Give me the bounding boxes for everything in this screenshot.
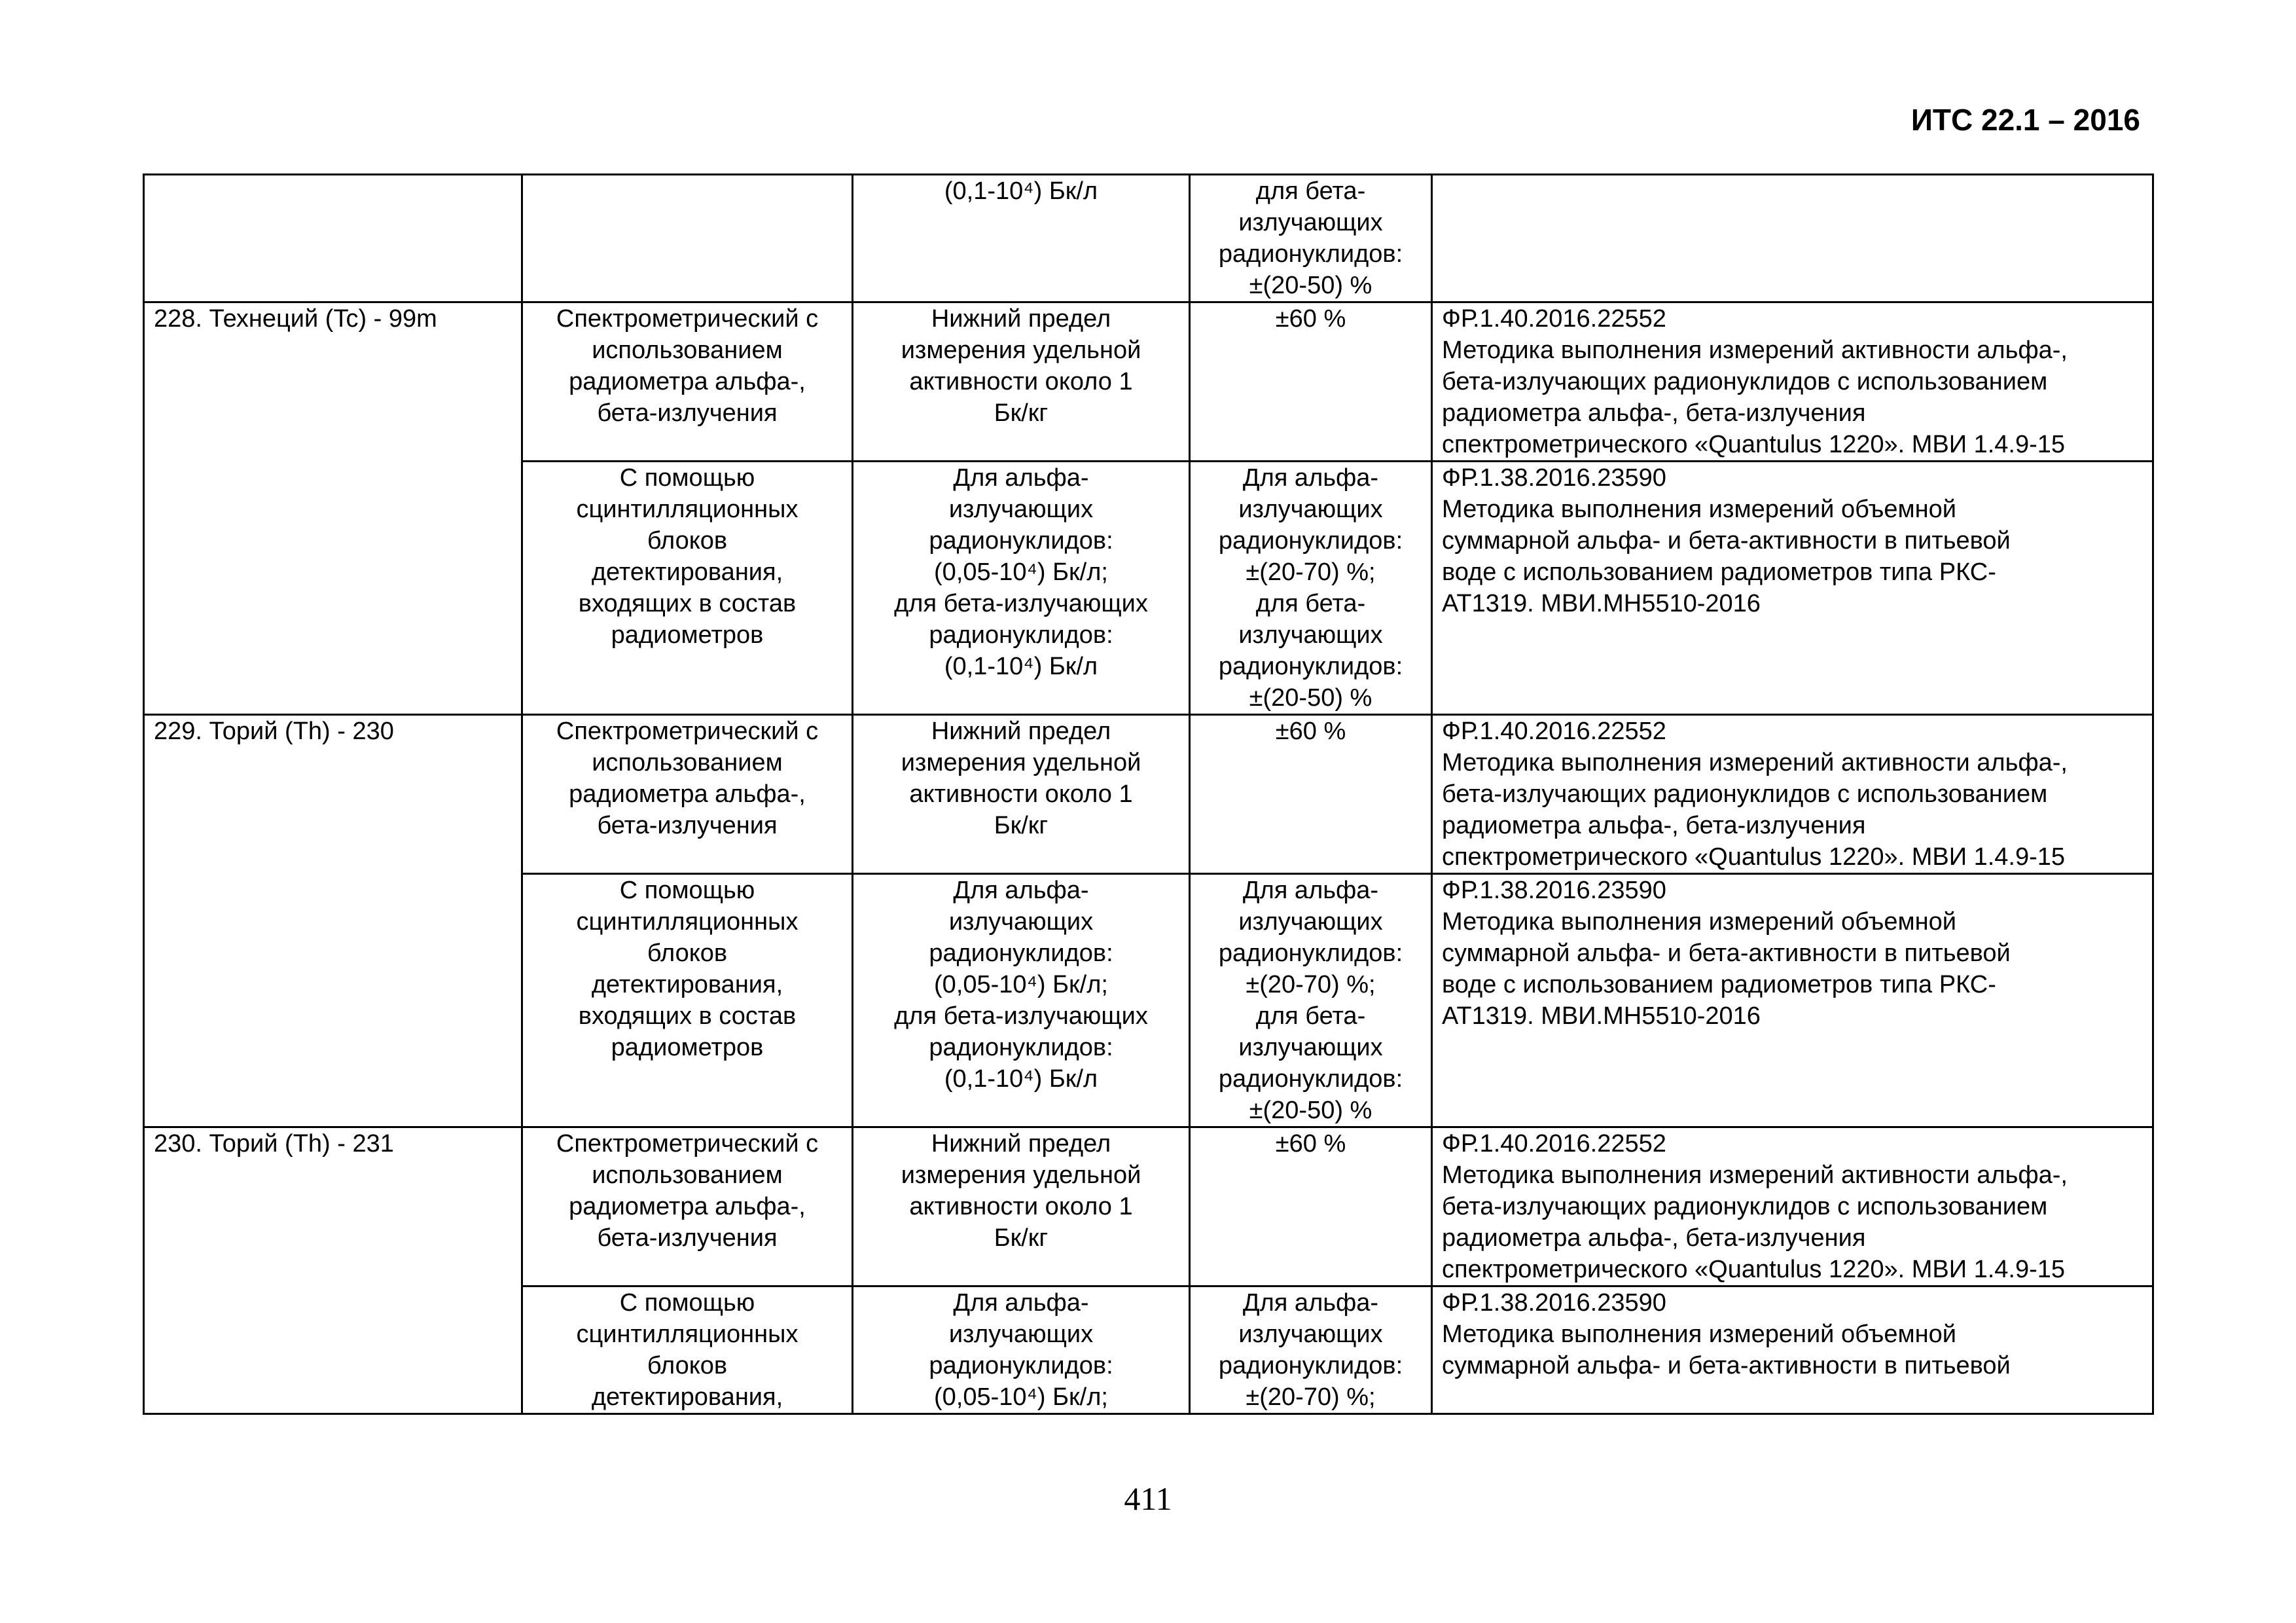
cell-line: ФР.1.40.2016.22552 xyxy=(1442,1130,1666,1158)
table-row xyxy=(144,1127,2153,1286)
cell-line: сцинтилляционных xyxy=(576,908,798,936)
cell-line: бета-излучения xyxy=(597,1224,778,1252)
cell-line: Бк/кг xyxy=(994,399,1049,427)
substance-cell xyxy=(144,715,522,1127)
cell-line: излучающих xyxy=(1238,908,1383,936)
cell-line: использованием xyxy=(592,1161,783,1189)
cell-line: Нижний предел xyxy=(931,718,1111,745)
radionuclide-methods-table xyxy=(143,173,2154,1415)
cell-line: входящих в состав xyxy=(578,1002,797,1030)
cell-line: для бета- xyxy=(1255,1002,1366,1030)
error-cell xyxy=(1190,302,1432,462)
cell-line: С помощью xyxy=(619,877,755,904)
range-cell xyxy=(853,715,1190,874)
cell-line: (0,05-10⁴) Бк/л; xyxy=(934,1383,1108,1411)
method-cell xyxy=(522,462,853,715)
cell-line: излучающих xyxy=(1238,209,1383,236)
cell-line: Методика выполнения измерений активности альфа-, xyxy=(1442,749,2068,776)
substance-cell xyxy=(144,302,522,715)
table-row xyxy=(144,302,2153,462)
cell-line: АТ1319. МВИ.МН5510-2016 xyxy=(1442,1002,1761,1030)
cell-line: бета-излучения xyxy=(597,399,778,427)
cell-line: радионуклидов: xyxy=(929,1034,1113,1061)
method-cell xyxy=(522,175,853,302)
cell-line: Методика выполнения измерений активности альфа-, xyxy=(1442,337,2068,364)
document-cell xyxy=(1432,1127,2153,1286)
cell-line: ±60 % xyxy=(1275,718,1346,745)
cell-line: С помощью xyxy=(619,1289,755,1317)
document-cell xyxy=(1432,302,2153,462)
substance-name: 230. Торий (Th) - 231 xyxy=(154,1130,394,1158)
cell-line: Методика выполнения измерений активности альфа-, xyxy=(1442,1161,2068,1189)
cell-line: (0,1-10⁴) Бк/л xyxy=(944,177,1098,205)
cell-line: ±60 % xyxy=(1275,305,1346,333)
cell-line: радиометров xyxy=(611,621,764,649)
cell-line: излучающих xyxy=(1238,496,1383,523)
cell-line: ФР.1.38.2016.23590 xyxy=(1442,464,1666,492)
cell-line: излучающих xyxy=(948,908,1094,936)
cell-line: радиометра альфа-, xyxy=(569,368,806,395)
error-cell xyxy=(1190,1127,1432,1286)
cell-line: (0,05-10⁴) Бк/л; xyxy=(934,971,1108,998)
cell-line: Бк/кг xyxy=(994,812,1049,839)
method-cell xyxy=(522,1127,853,1286)
table-row xyxy=(144,715,2153,874)
substance-name: 229. Торий (Th) - 230 xyxy=(154,718,394,745)
cell-line: сцинтилляционных xyxy=(576,496,798,523)
cell-line: радиометра альфа-, бета-излучения xyxy=(1442,812,1866,839)
cell-line: для бета- xyxy=(1255,590,1366,617)
cell-line: радиометра альфа-, бета-излучения xyxy=(1442,1224,1866,1252)
error-cell xyxy=(1190,715,1432,874)
error-cell xyxy=(1190,462,1432,715)
cell-line: сцинтилляционных xyxy=(576,1321,798,1348)
cell-line: радионуклидов: xyxy=(929,1352,1113,1379)
document-cell xyxy=(1432,715,2153,874)
method-cell xyxy=(522,715,853,874)
cell-line: Для альфа- xyxy=(1242,464,1379,492)
cell-line: Для альфа- xyxy=(953,464,1089,492)
cell-line: блоков xyxy=(647,1352,728,1379)
cell-line: воде с использованием радиометров типа РКС- xyxy=(1442,558,1996,586)
range-cell xyxy=(853,462,1190,715)
cell-line: Бк/кг xyxy=(994,1224,1049,1252)
cell-line: (0,1-10⁴) Бк/л xyxy=(944,653,1098,680)
document-cell xyxy=(1432,175,2153,302)
cell-line: спектрометрического «Quantulus 1220». МВИ 1.4.9-15 xyxy=(1442,1256,2066,1283)
cell-line: Для альфа- xyxy=(953,877,1089,904)
cell-line: блоков xyxy=(647,527,728,555)
cell-line: Спектрометрический с xyxy=(556,718,819,745)
cell-line: ФР.1.40.2016.22552 xyxy=(1442,718,1666,745)
cell-line: использованием xyxy=(592,749,783,776)
cell-line: Спектрометрический с xyxy=(556,305,819,333)
cell-line: измерения удельной xyxy=(901,749,1141,776)
document-cell xyxy=(1432,462,2153,715)
cell-line: для бета-излучающих xyxy=(894,1002,1148,1030)
cell-line: Для альфа- xyxy=(953,1289,1089,1317)
cell-line: ФР.1.38.2016.23590 xyxy=(1442,877,1666,904)
cell-line: спектрометрического «Quantulus 1220». МВИ 1.4.9-15 xyxy=(1442,431,2066,458)
range-cell xyxy=(853,1127,1190,1286)
page-number: 411 xyxy=(1124,1480,1172,1517)
cell-line: ФР.1.40.2016.22552 xyxy=(1442,305,1666,333)
cell-line: излучающих xyxy=(1238,621,1383,649)
cell-line: (0,05-10⁴) Бк/л; xyxy=(934,558,1108,586)
cell-line: ±(20-50) % xyxy=(1249,1097,1372,1124)
cell-line: детектирования, xyxy=(591,558,783,586)
cell-line: излучающих xyxy=(948,496,1094,523)
method-cell xyxy=(522,1286,853,1414)
cell-line: Методика выполнения измерений объемной xyxy=(1442,908,1956,936)
cell-line: Для альфа- xyxy=(1242,1289,1379,1317)
cell-line: Спектрометрический с xyxy=(556,1130,819,1158)
cell-line: воде с использованием радиометров типа РКС- xyxy=(1442,971,1996,998)
cell-line: бета-излучающих радионуклидов с использованием xyxy=(1442,1193,2048,1220)
cell-line: излучающих xyxy=(1238,1321,1383,1348)
document-header: ИТС 22.1 – 2016 xyxy=(1910,103,2140,137)
cell-line: Нижний предел xyxy=(931,1130,1111,1158)
error-cell xyxy=(1190,874,1432,1127)
cell-line: радионуклидов: xyxy=(929,621,1113,649)
cell-line: Методика выполнения измерений объемной xyxy=(1442,496,1956,523)
cell-line: входящих в состав xyxy=(578,590,797,617)
cell-line: ±(20-70) %; xyxy=(1246,971,1376,998)
error-cell xyxy=(1190,175,1432,302)
cell-line: радионуклидов: xyxy=(1218,1352,1403,1379)
cell-line: ±(20-50) % xyxy=(1249,684,1372,712)
range-cell xyxy=(853,1286,1190,1414)
cell-line: активности около 1 xyxy=(909,368,1133,395)
cell-line: суммарной альфа- и бета-активности в питьевой xyxy=(1442,1352,2011,1379)
cell-line: ±(20-50) % xyxy=(1249,272,1372,299)
substance-cell xyxy=(144,1127,522,1414)
error-cell xyxy=(1190,1286,1432,1414)
cell-line: ФР.1.38.2016.23590 xyxy=(1442,1289,1666,1317)
cell-line: спектрометрического «Quantulus 1220». МВИ 1.4.9-15 xyxy=(1442,843,2066,871)
cell-line: радионуклидов: xyxy=(1218,527,1403,555)
continuation-row xyxy=(144,175,2153,302)
cell-line: ±60 % xyxy=(1275,1130,1346,1158)
cell-line: активности около 1 xyxy=(909,1193,1133,1220)
cell-line: (0,1-10⁴) Бк/л xyxy=(944,1065,1098,1093)
method-cell xyxy=(522,302,853,462)
cell-line: активности около 1 xyxy=(909,780,1133,808)
cell-line: для бета- xyxy=(1255,177,1366,205)
cell-line: измерения удельной xyxy=(901,1161,1141,1189)
cell-line: блоков xyxy=(647,939,728,967)
cell-line: излучающих xyxy=(948,1321,1094,1348)
cell-line: Нижний предел xyxy=(931,305,1111,333)
cell-line: радиометра альфа-, xyxy=(569,1193,806,1220)
cell-line: радионуклидов: xyxy=(929,527,1113,555)
cell-line: радионуклидов: xyxy=(1218,653,1403,680)
document-cell xyxy=(1432,1286,2153,1414)
substance-cell xyxy=(144,175,522,302)
cell-line: бета-излучения xyxy=(597,812,778,839)
cell-line: излучающих xyxy=(1238,1034,1383,1061)
cell-line: радиометра альфа-, бета-излучения xyxy=(1442,399,1866,427)
cell-line: суммарной альфа- и бета-активности в питьевой xyxy=(1442,527,2011,555)
cell-line: радиометров xyxy=(611,1034,764,1061)
substance-name: 228. Технеций (Tc) - 99m xyxy=(154,305,437,333)
cell-line: радионуклидов: xyxy=(1218,240,1403,268)
cell-line: ±(20-70) %; xyxy=(1246,1383,1376,1411)
cell-line: использованием xyxy=(592,337,783,364)
cell-line: радиометра альфа-, xyxy=(569,780,806,808)
cell-line: АТ1319. МВИ.МН5510-2016 xyxy=(1442,590,1761,617)
cell-line: радионуклидов: xyxy=(1218,1065,1403,1093)
cell-line: бета-излучающих радионуклидов с использованием xyxy=(1442,368,2048,395)
cell-line: суммарной альфа- и бета-активности в питьевой xyxy=(1442,939,2011,967)
cell-line: радионуклидов: xyxy=(929,939,1113,967)
range-cell xyxy=(853,874,1190,1127)
cell-line: Для альфа- xyxy=(1242,877,1379,904)
cell-line: детектирования, xyxy=(591,971,783,998)
cell-line: детектирования, xyxy=(591,1383,783,1411)
cell-line: для бета-излучающих xyxy=(894,590,1148,617)
range-cell xyxy=(853,175,1190,302)
cell-line: ±(20-70) %; xyxy=(1246,558,1376,586)
cell-line: С помощью xyxy=(619,464,755,492)
range-cell xyxy=(853,302,1190,462)
cell-line: Методика выполнения измерений объемной xyxy=(1442,1321,1956,1348)
cell-line: радионуклидов: xyxy=(1218,939,1403,967)
cell-line: бета-излучающих радионуклидов с использованием xyxy=(1442,780,2048,808)
cell-line: измерения удельной xyxy=(901,337,1141,364)
method-cell xyxy=(522,874,853,1127)
document-cell xyxy=(1432,874,2153,1127)
